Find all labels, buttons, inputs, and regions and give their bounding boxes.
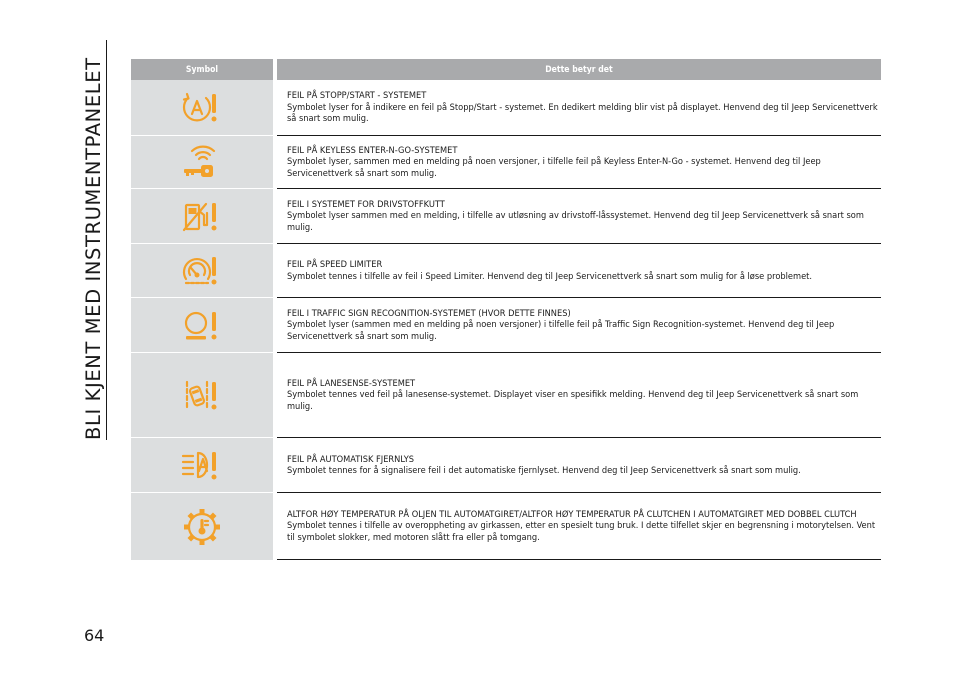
start-stop-failure-icon [180,90,224,126]
row-title: ALTFOR HØY TEMPERATUR PÅ OLJEN TIL AUTOMATGIRET/ALTFOR HØY TEMPERATUR PÅ CLUTCHEN I AUTOMATGIRET MED DOBBEL CLUTCH [287,508,857,520]
automatic-high-beam-failure-icon [180,448,224,484]
row-text: Symbolet tennes ved feil på lanesense-systemet. Displayet viser en spesifikk melding. Henvend deg til Jeep Servicenettverk så snart som mulig. [287,389,859,412]
symbol-cell [131,80,273,136]
symbol-cell [131,298,273,353]
row-title: FEIL I TRAFFIC SIGN RECOGNITION-SYSTEMET (HVOR DETTE FINNES) [287,307,571,319]
transmission-oil-temperature-icon [180,507,224,547]
table-header [131,59,881,80]
chapter-title: BLI KJENT MED INSTRUMENTPANELET [82,40,107,440]
row-title: FEIL PÅ LANESENSE-SYSTEMET [287,377,416,389]
fuel-cutoff-failure-icon [180,199,224,235]
symbol-cell [131,136,273,189]
description-cell [277,136,881,189]
row-text: Symbolet lyser, sammen med en melding på noen versjoner, i tilfelle feil på Keyless Enter-N-Go - systemet. Henvend deg til Jeep Servicenettverk så snart som mulig. [287,156,821,179]
row-text: Symbolet tennes for å signalisere feil i det automatiske fjernlyset. Henvend deg til Jeep Servicenettverk så snart som mulig. [287,465,801,476]
symbol-cell [131,438,273,493]
table-row [131,136,881,189]
page-number: 64 [84,626,105,645]
row-text: Symbolet lyser for å indikere en feil på Stopp/Start - systemet. En dedikert melding blir vist på displayet. Henvend deg til Jeep Servicenettverk så snart som mulig. [287,101,878,125]
description-cell [277,189,881,244]
row-text: Symbolet tennes i tilfelle av feil i Speed Limiter. Henvend deg til Jeep Servicenettverk så snart som mulig for å løse problemet. [287,270,813,282]
table-row [131,244,881,298]
description-cell [277,244,881,298]
keyless-enter-go-failure-icon [180,145,224,181]
row-text: Symbolet tennes i tilfelle av overoppheting av girkassen, etter en spesielt tung bruk. I dette tilfellet skjer en begrensning i motorytelsen. Vent til symbolet slokker, med motoren slått fra eller på tomgang. [287,520,876,543]
table-row [131,493,881,560]
table-row [131,438,881,493]
row-title: FEIL I SYSTEMET FOR DRIVSTOFFKUTT [287,198,445,210]
description-cell [277,298,881,353]
header-symbol: Symbol [131,59,273,80]
row-title: FEIL PÅ STOPP/START - SYSTEMET [287,90,427,102]
row-title: FEIL PÅ KEYLESS ENTER-N-GO-SYSTEMET [287,144,458,156]
symbol-cell [131,189,273,244]
description-cell [277,438,881,493]
table-row [131,189,881,244]
table-row [131,353,881,438]
traffic-sign-recognition-failure-icon [180,308,224,344]
description-cell [277,493,881,560]
header-meaning: Dette betyr det [277,59,881,80]
row-title: FEIL PÅ AUTOMATISK FJERNLYS [287,453,415,465]
lanesense-failure-icon [180,378,224,414]
row-text: Symbolet lyser (sammen med en melding på noen versjoner) i tilfelle feil på Traffic Sign Recognition-systemet. Henvend deg til Jeep Servicenettverk så snart som mulig. [287,319,835,342]
warning-symbol-table [131,59,881,560]
row-text: Symbolet lyser sammen med en melding, i tilfelle av utløsning av drivstoff-låssystemet. Henvend deg til Jeep Servicenettverk så snart som mulig. [287,210,864,233]
symbol-cell [131,353,273,438]
speed-limiter-failure-icon [180,253,224,289]
table-row [131,80,881,136]
symbol-cell [131,244,273,298]
row-title: FEIL PÅ SPEED LIMITER [287,259,383,270]
description-cell [277,80,881,136]
symbol-cell [131,493,273,560]
table-row [131,298,881,353]
description-cell [277,353,881,438]
